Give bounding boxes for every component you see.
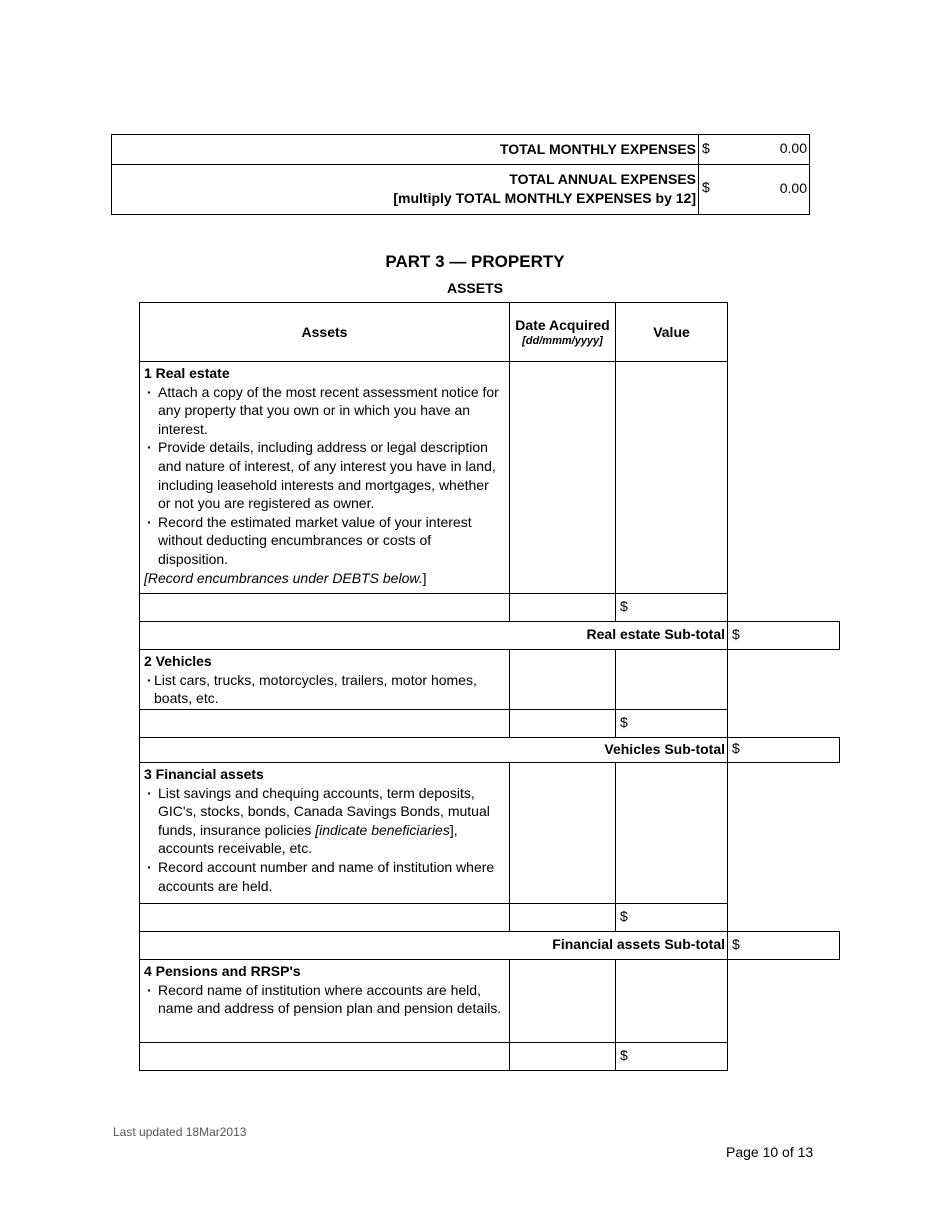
page-number: Page 10 of 13: [726, 1144, 814, 1160]
part-title: PART 3 — PROPERTY: [385, 252, 565, 271]
pensions-date-cell[interactable]: [509, 959, 616, 1043]
real-estate-subtotal-currency: $: [732, 626, 740, 642]
financial-heading: 3 Financial assets: [144, 766, 264, 782]
annual-note: [multiply TOTAL MONTHLY EXPENSES by 12]: [393, 190, 696, 206]
monthly-value[interactable]: 0.00: [779, 140, 807, 156]
col-value-label: Value: [653, 324, 690, 340]
col-date-label: Date Acquired: [515, 317, 610, 333]
total-monthly-expenses-row: [111, 134, 810, 165]
real-estate-description: [139, 361, 510, 594]
pensions-entry-currency: $: [620, 1047, 628, 1063]
vehicles-subtotal-label: Vehicles Sub-total: [139, 737, 728, 763]
real-estate-value-cell[interactable]: [615, 361, 728, 594]
last-updated: Last updated 18Mar2013: [113, 1125, 247, 1139]
col-header-value: [615, 302, 728, 362]
financial-description: [139, 762, 510, 904]
financial-bullet-1-c: ], accounts receivable, etc.: [158, 821, 458, 857]
vehicles-date-cell[interactable]: [509, 649, 616, 710]
real-estate-note-end: ]: [422, 569, 427, 586]
vehicles-heading: 2 Vehicles: [144, 653, 212, 669]
real-estate-entry-asset[interactable]: [139, 593, 510, 622]
real-estate-note: [144, 569, 505, 588]
financial-entry-currency: $: [620, 908, 628, 924]
real-estate-bullet-3: · Record the estimated market value of your interest without deducting encumbrances or costs of disposition.: [144, 513, 505, 569]
financial-subtotal-value[interactable]: [727, 931, 840, 960]
real-estate-entry-value[interactable]: [615, 593, 728, 622]
financial-date-cell[interactable]: [509, 762, 616, 904]
pensions-heading: 4 Pensions and RRSP's: [144, 963, 301, 979]
col-header-assets: [139, 302, 510, 362]
section-title: ASSETS: [446, 280, 503, 296]
total-annual-expenses-label: [112, 165, 699, 214]
total-annual-expenses-row: [111, 164, 810, 215]
real-estate-subtotal-value[interactable]: [727, 621, 840, 650]
annual-value[interactable]: 0.00: [779, 180, 807, 196]
financial-subtotal-label: Financial assets Sub-total: [139, 931, 728, 960]
pensions-value-cell[interactable]: [615, 959, 728, 1043]
financial-entry-value[interactable]: [615, 903, 728, 932]
col-date-format: [dd/mmm/yyyy]: [522, 335, 603, 347]
pensions-description: [139, 959, 510, 1043]
real-estate-heading: 1 Real estate: [144, 365, 230, 381]
real-estate-entry-date[interactable]: [509, 593, 616, 622]
vehicles-entry-asset[interactable]: [139, 709, 510, 738]
financial-bullet-1-italic: [indicate beneficiaries: [315, 821, 450, 838]
real-estate-bullet-1: · Attach a copy of the most recent assessment notice for any property that you own or in which you have an interest.: [144, 383, 505, 439]
vehicles-subtotal-value[interactable]: [727, 737, 840, 763]
pensions-entry-asset[interactable]: [139, 1042, 510, 1071]
financial-entry-date[interactable]: [509, 903, 616, 932]
vehicles-bullet-1: · List cars, trucks, motorcycles, trailers, motor homes, boats, etc.: [144, 671, 505, 708]
vehicles-description: [139, 649, 510, 710]
monthly-currency: $: [702, 140, 710, 156]
annual-currency: $: [702, 179, 710, 195]
real-estate-date-cell[interactable]: [509, 361, 616, 594]
real-estate-note-italic: [Record encumbrances under DEBTS below.: [144, 569, 423, 586]
financial-bullet-2: · Record account number and name of institution where accounts are held.: [144, 858, 505, 895]
pensions-entry-date[interactable]: [509, 1042, 616, 1071]
vehicles-value-cell[interactable]: [615, 649, 728, 710]
financial-bullet-1-a: List savings and chequing accounts, term deposits, GIC's, stocks, bonds, Canada Savings Bonds, mutual funds, insurance policies: [158, 784, 490, 838]
financial-subtotal-currency: $: [732, 936, 740, 952]
col-assets-label: Assets: [301, 324, 348, 340]
pensions-bullet-1: · Record name of institution where accounts are held, name and address of pension plan and pension details.: [144, 981, 505, 1018]
financial-value-cell[interactable]: [615, 762, 728, 904]
vehicles-subtotal-currency: $: [732, 740, 740, 756]
real-estate-subtotal-label: Real estate Sub-total: [139, 621, 728, 650]
pensions-entry-value[interactable]: [615, 1042, 728, 1071]
real-estate-bullet-2: · Provide details, including address or legal description and nature of interest, of any interest you have in land, including leasehold interests and mortgages, whether or not you are registered as owner.: [144, 438, 505, 512]
annual-label: TOTAL ANNUAL EXPENSES: [509, 171, 696, 187]
vehicles-entry-currency: $: [620, 714, 628, 730]
real-estate-entry-currency: $: [620, 598, 628, 614]
col-header-date: [509, 302, 616, 362]
vehicles-entry-date[interactable]: [509, 709, 616, 738]
total-monthly-expenses-label: TOTAL MONTHLY EXPENSES: [112, 135, 699, 164]
financial-entry-asset[interactable]: [139, 903, 510, 932]
vehicles-entry-value[interactable]: [615, 709, 728, 738]
financial-bullet-1: [144, 784, 505, 858]
